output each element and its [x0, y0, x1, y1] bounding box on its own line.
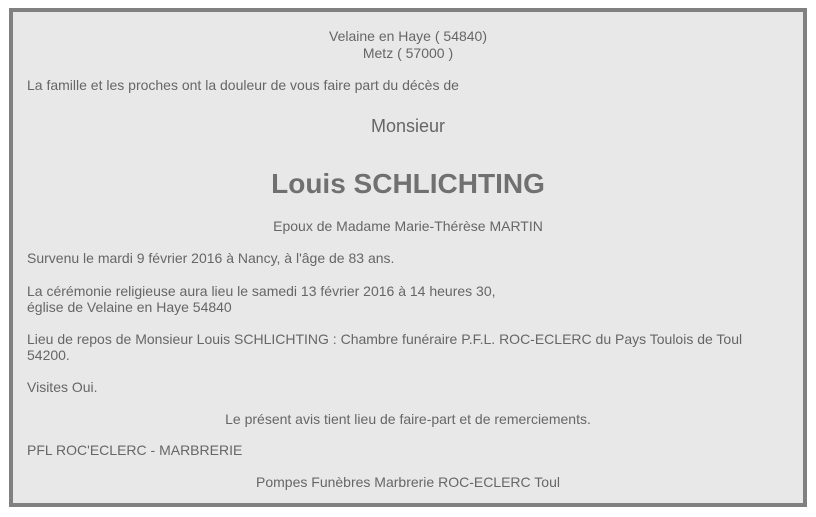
ceremony-line-2: église de Velaine en Haye 54840	[27, 299, 232, 315]
visits-text: Visites Oui.	[27, 379, 98, 395]
death-notice-card	[9, 8, 807, 507]
intro-text: La famille et les proches ont la douleur de vous faire part du décès de	[27, 77, 459, 93]
location-line-2: Metz ( 57000 )	[362, 45, 454, 61]
death-info: Survenu le mardi 9 février 2016 à Nancy, à l'âge de 83 ans.	[27, 250, 395, 266]
rest-place-line-2: 54200.	[27, 347, 70, 363]
title-monsieur: Monsieur	[370, 116, 446, 136]
company-name: PFL ROC'ECLERC - MARBRERIE	[27, 442, 243, 458]
notice-text: Le présent avis tient lieu de faire-part et de remerciements.	[225, 411, 591, 427]
spouse-info: Epoux de Madame Marie-Thérèse MARTIN	[273, 218, 543, 234]
deceased-name: Louis SCHLICHTING	[271, 168, 545, 199]
funeral-home-name: Pompes Funèbres Marbrerie ROC-ECLERC Toul	[256, 474, 560, 490]
rest-place-line-1: Lieu de repos de Monsieur Louis SCHLICHTING : Chambre funéraire P.F.L. ROC-ECLERC du Pays Toulois de Toul	[27, 331, 743, 347]
location-line-1: Velaine en Haye ( 54840)	[329, 28, 487, 44]
ceremony-line-1: La cérémonie religieuse aura lieu le samedi 13 février 2016 à 14 heures 30,	[27, 283, 496, 299]
